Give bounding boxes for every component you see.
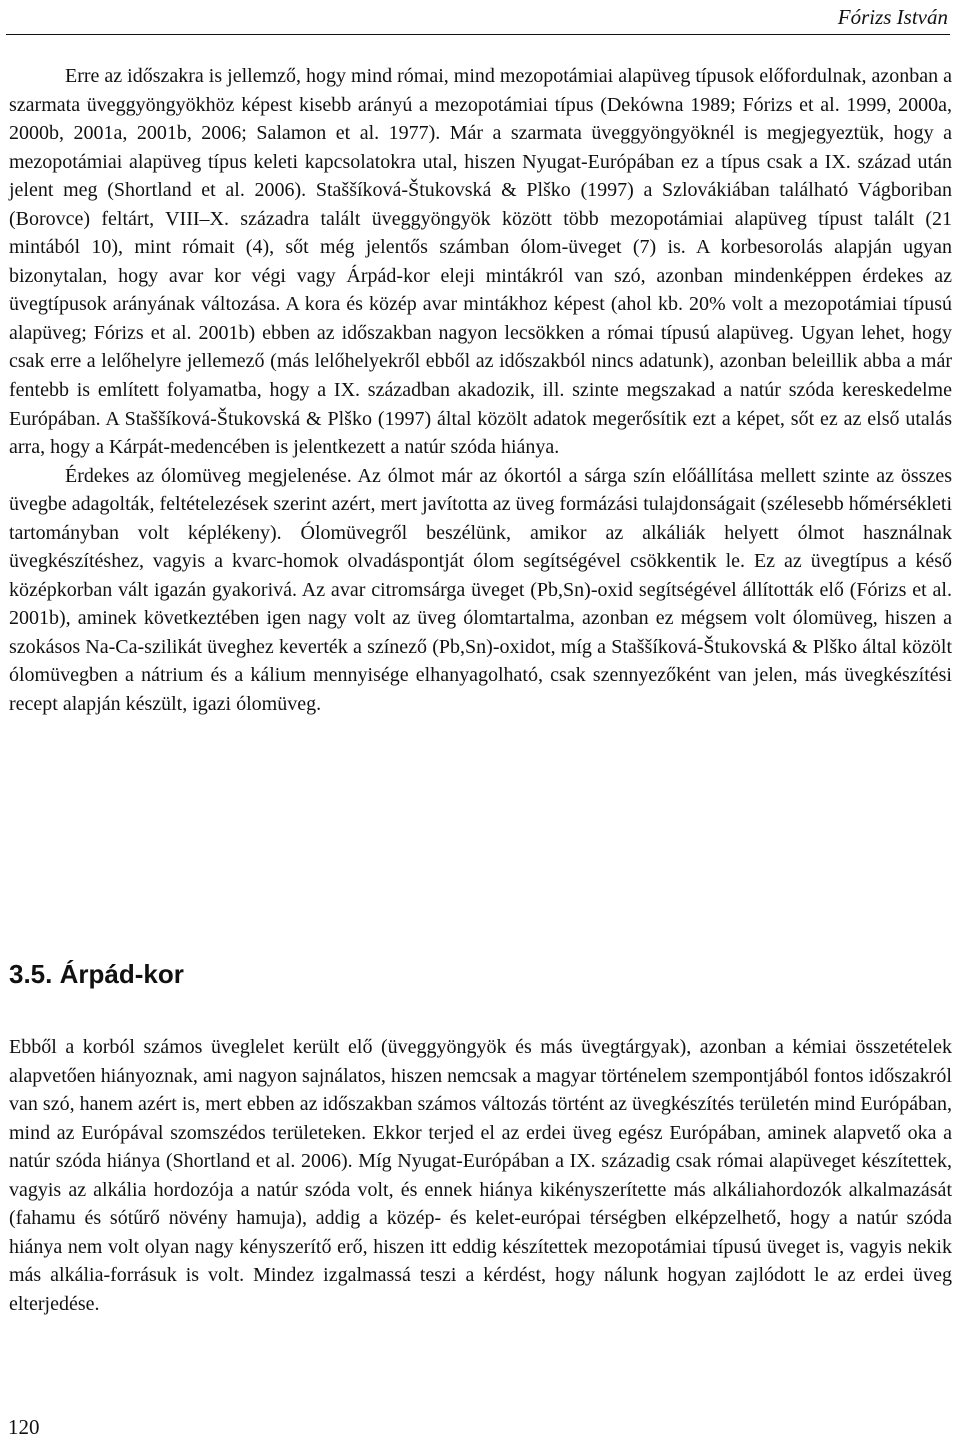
paragraph: Érdekes az ólomüveg megjelenése. Az ólmot már az ókortól a sárga szín előállítása mellett szinte az összes üvegbe adagolták, feltételezések szerint azért, mert javította az üveg formázási tulajdonságait (szélesebb hőmérsékleti tartományban volt képlékeny). Ólomüvegről beszélünk, amikor az alkáliák helyett ólmot használnak üvegkészítéshez, vagyis a kvarc-homok olvadáspontját ólom segítségével csökkentik le. Ez az üvegtípus a késő középkorban vált igazán gyakorivá. Az avar citromsárga üveget (Pb,Sn)-oxid segítségével állították elő (Fórizs et al. 2001b), aminek következtében igen nagy volt az üveg ólomtartalma, azonban ez mégsem volt ólomüveg, hiszen a szokásos Na-Ca-szilikát üveghez keverték a színező (Pb,Sn)-oxidot, míg a Staššíková-Štukovská & Plško által közölt ólomüvegben a nátrium és a kálium mennyisége elhanyagolható, csak szennyezőként van jelen, más üvegkészítési recept alapján készült, igazi ólomüveg. (9, 464, 952, 716)
page-number: 120 (8, 1415, 40, 1439)
body-text-bottom (9, 1033, 952, 1318)
section-heading: 3.5. Árpád-kor (9, 959, 184, 989)
paragraph: Erre az időszakra is jellemző, hogy mind római, mind mezopotámiai alapüveg típusok előfordulnak, azonban a szarmata üveggyöngyökhöz képest kisebb arányú a mezopotámiai típus (Dekówna 1989; Fórizs et al. 1999, 2000a, 2000b, 2001a, 2001b, 2006; Salamon et al. 1977). Már a szarmata üveggyöngyöknél is megjegyeztük, hogy a mezopotámiai alapüveg típus keleti kapcsolatokra utal, hiszen Nyugat-Európában ez a típus csak a IX. század után jelent meg (Shortland et al. 2006). Staššíková-Štukovská & Plško (1997) a Szlovákiában található Vágboriban (Borovce) feltárt, VIII–X. századra talált üveggyöngyök között több mezopotámiai alapüveg típust talált (21 mintából 10), mint rómait (4), sőt még jelentős számban ólom-üveget (7) is. A korbesorolás alapján ugyan bizonytalan, hogy avar kor végi vagy Árpád-kor eleji mintákról van szó, azonban mindenképpen érdekes az üvegtípusok arányának változása. A kora és közép avar mintákhoz képest (ahol kb. 20% volt a mezopotámiai típusú alapüveg; Fórizs et al. 2001b) ebben az időszakban nagyon lecsökken a római típusú alapüveg. Ugyan lehet, hogy csak erre a lelőhelyre jellemező (más lelőhelyekről ebből az időszakból nincs adatunk), azonban beleillik abba a már fentebb is említett folyamatba, hogy a IX. században akadozik, ill. szinte megszakad a natúr szóda kereskedelme Európában. A Staššíková-Štukovská & Plško (1997) által közölt adatok megerősítik ezt a képet, sőt ez az első utalás arra, hogy a Kárpát-medencében is jelentkezett a natúr szóda hiánya. (9, 65, 952, 459)
header-divider (6, 34, 950, 35)
paragraph: Ebből a korból számos üveglelet került elő (üveggyöngyök és más üvegtárgyak), azonban a kémiai összetételek alapvetően hiányoznak, ami nagyon sajnálatos, hiszen nemcsak a magyar történelem szempontjából fontos időszakról van szó, hanem azért is, mert ebben az időszakban számos változás történt az üvegkészítés területén mind Európában, mind az Európával szomszédos területeken. Ekkor terjed el az erdei üveg egész Európában, aminek alapvető oka a natúr szóda hiánya (Shortland et al. 2006). Míg Nyugat-Európában a IX. századig csak római alapüveget készítettek, vagyis az alkália hordozója a natúr szóda volt, és ennek hiánya kikényszerítette más alkáliahordozók alkalmazását (fahamu és sótűrő növény hamuja), addig a közép- és kelet-európai térségben elképzelhető, hogy a natúr szóda hiánya nem volt olyan nagy kényszerítő erő, hiszen itt eddig készítettek mezopotámiai típusú üveget is, vagyis nekik más alkália-forrásuk is volt. Mindez izgalmassá teszi a kérdést, hogy nálunk hogyan zajlódott le az erdei üveg elterjedése. (9, 1036, 952, 1315)
body-text-top (9, 62, 952, 719)
running-header-author: Fórizs István (837, 5, 948, 29)
